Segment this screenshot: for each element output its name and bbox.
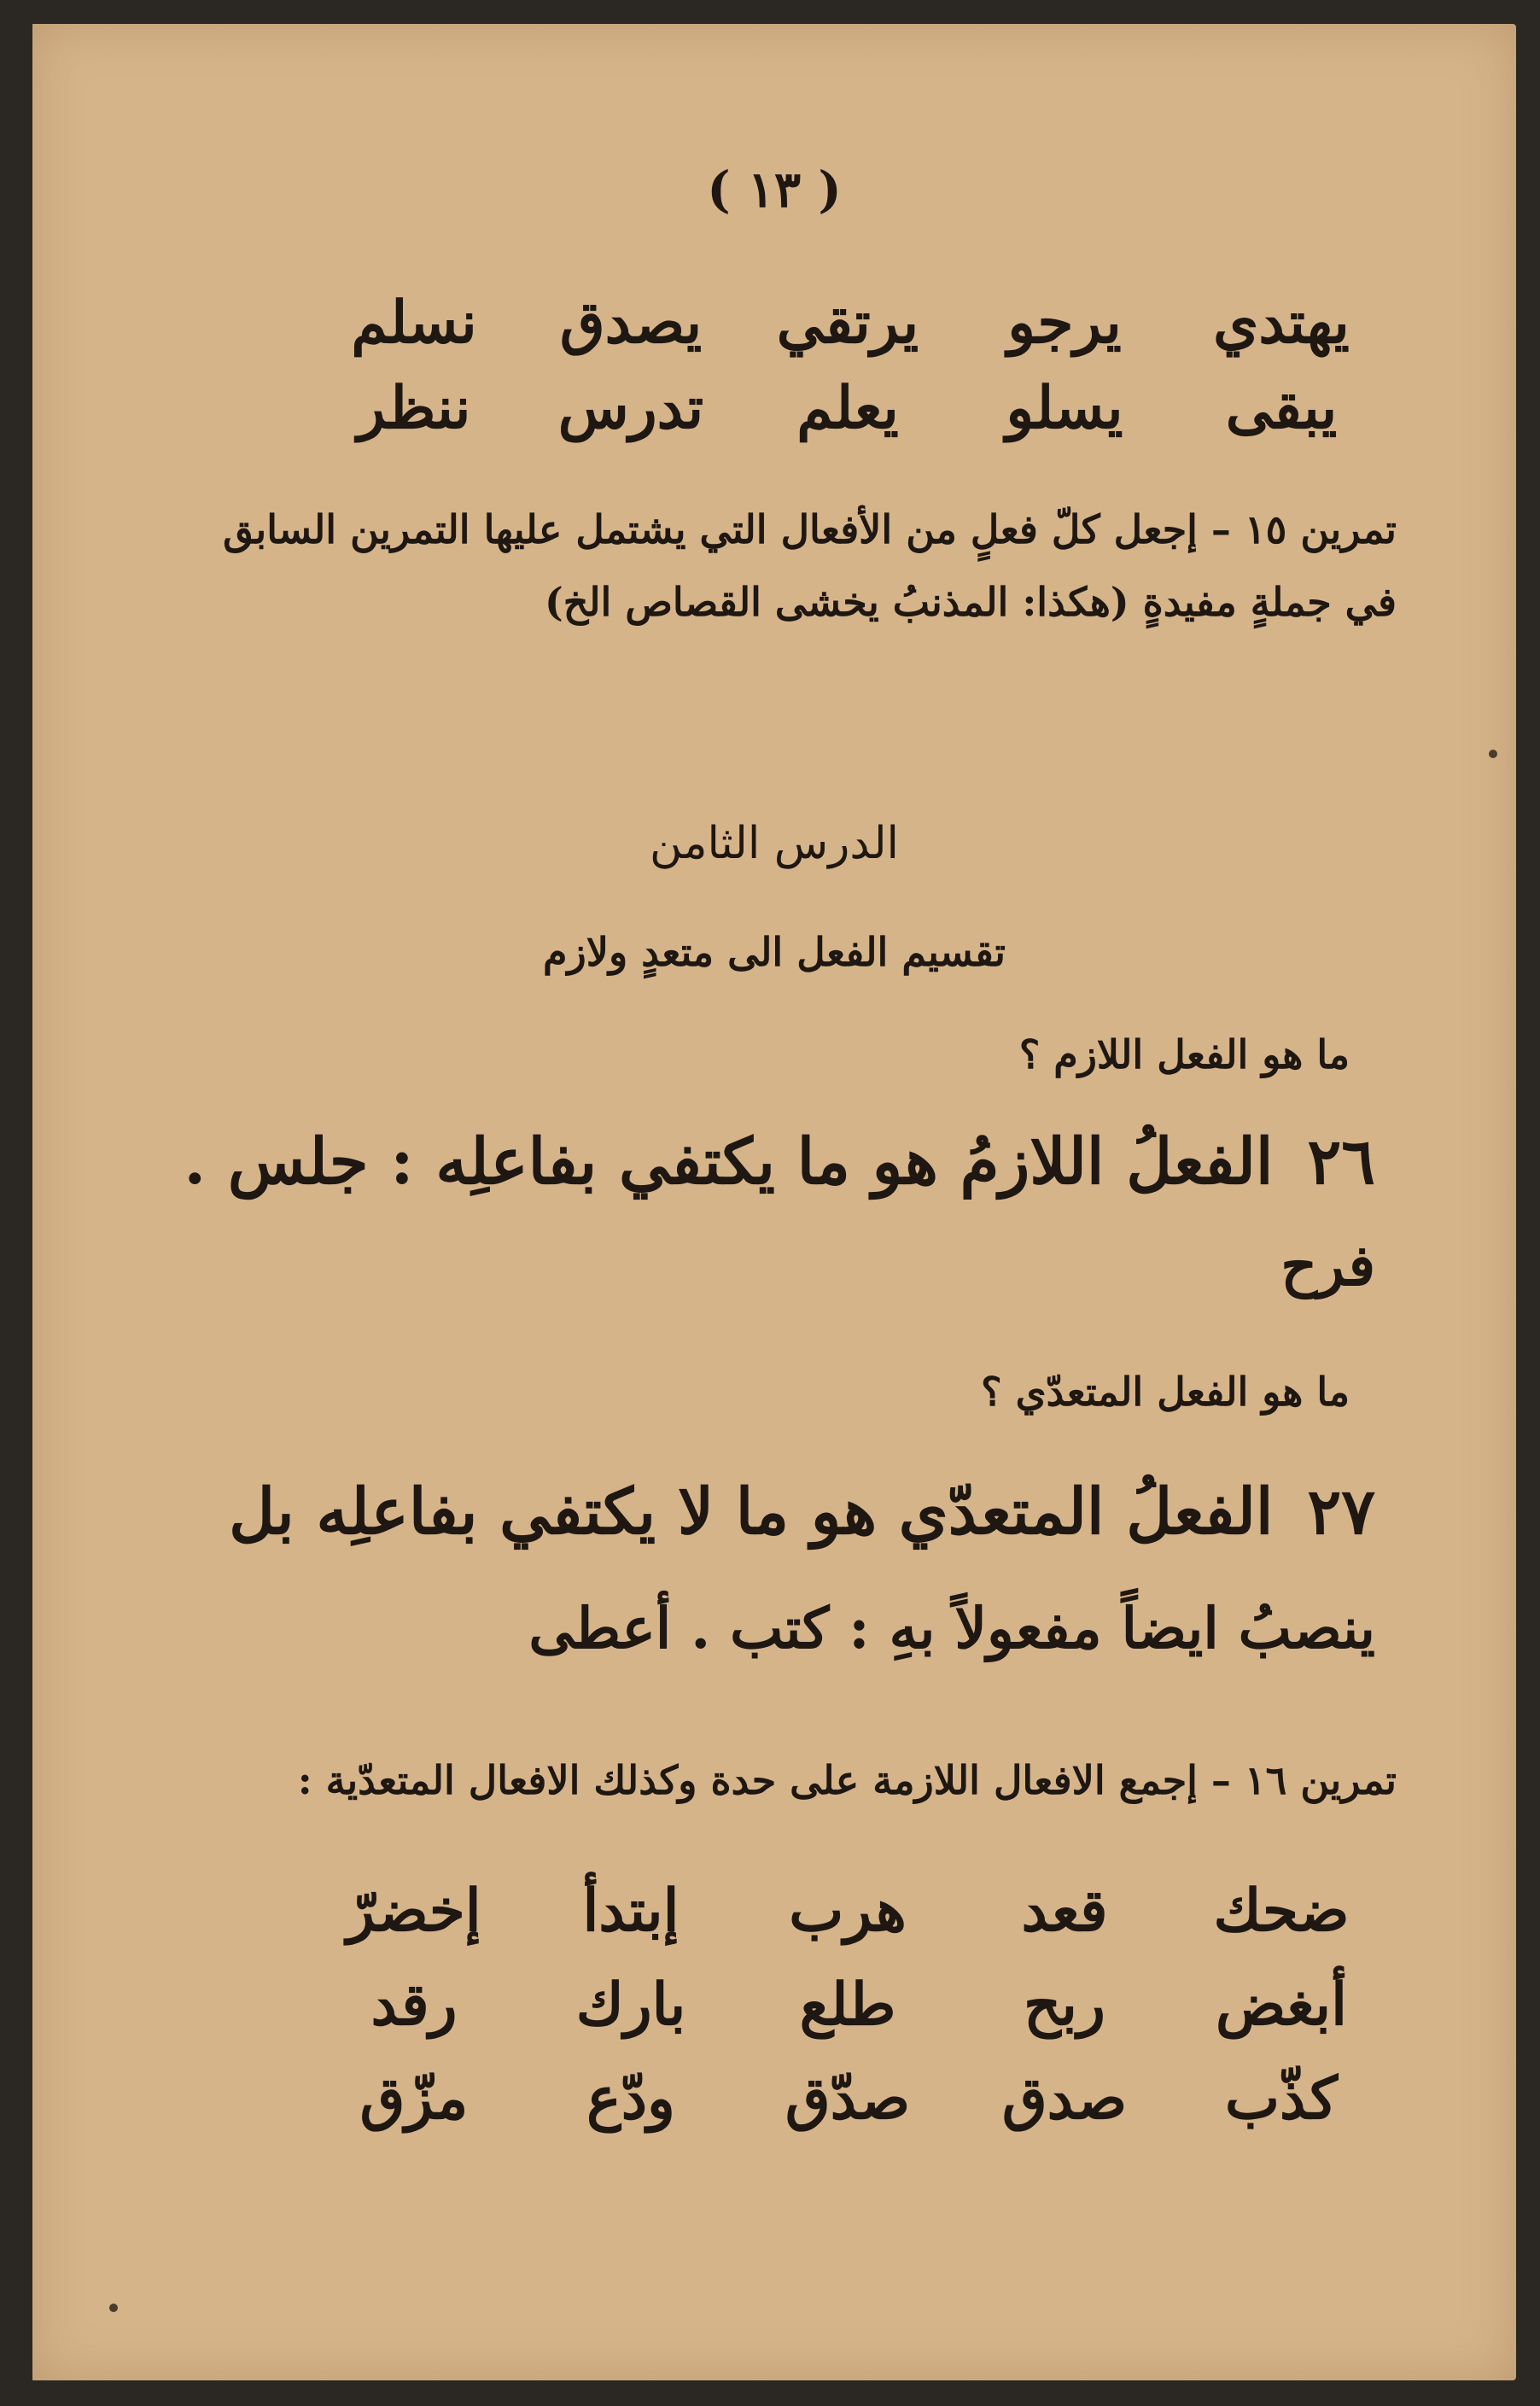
question-intransitive: ما هو الفعل اللازم ؟ xyxy=(1018,1031,1350,1077)
lesson-subtitle: تقسيم الفعل الى متعدٍ ولازم xyxy=(543,929,1006,975)
verb-word: كذّب xyxy=(1224,2064,1339,2133)
verb-word: إخضرّ xyxy=(347,1877,481,1945)
rule-26-line-1 xyxy=(184,1125,1375,1199)
paper-speck xyxy=(109,2304,118,2312)
exercise-15-line-2: في جملةٍ مفيدةٍ (هكذا: المذنبُ يخشى القصاص الخ) xyxy=(545,579,1397,625)
rule-number: ٢٦ xyxy=(1307,1125,1375,1199)
rule-27-line-1 xyxy=(229,1475,1375,1549)
verb-word: ننظر xyxy=(357,374,471,442)
verb-word: بارك xyxy=(575,1971,686,2039)
verb-word: يسلو xyxy=(1006,374,1123,442)
exercise-15-line-1: تمرين ١٥ – إجعل كلّ فعلٍ من الأفعال التي يشتمل عليها التمرين السابق xyxy=(223,506,1397,552)
rule-26-line-2: فرح xyxy=(1280,1232,1375,1299)
verb-word: يصدق xyxy=(559,289,703,357)
page-number: ( ١٣ ) xyxy=(707,161,842,219)
verb-word: هرب xyxy=(789,1877,907,1945)
rule-text: الفعلُ المتعدّي هو ما لا يكتفي بفاعلِه بل xyxy=(229,1475,1274,1549)
verb-word: مزّق xyxy=(359,2064,469,2133)
book-page xyxy=(32,24,1516,2380)
rule-text: الفعلُ اللازمُ هو ما يكتفي بفاعلِه : جلس . xyxy=(184,1125,1274,1199)
rule-27-line-2: ينصبُ ايضاً مفعولاً بهِ : كتب . أعطى xyxy=(528,1595,1375,1661)
verb-word: يبقى xyxy=(1225,374,1338,442)
paper-speck xyxy=(1489,750,1497,758)
verb-word: ربح xyxy=(1024,1971,1105,2039)
verb-word: طلع xyxy=(799,1971,896,2039)
verb-word: صدّق xyxy=(785,2064,911,2133)
verb-word: نسلم xyxy=(351,289,477,357)
verb-word: إبتدأ xyxy=(582,1877,680,1945)
verb-word: يعلم xyxy=(796,374,899,442)
verb-word: رقد xyxy=(370,1971,458,2039)
verb-list-top xyxy=(306,280,1390,451)
exercise-16: تمرين ١٦ – إجمع الافعال اللازمة على حدة وكذلك الافعال المتعدّية : xyxy=(297,1757,1397,1803)
verb-word: يرجو xyxy=(1007,289,1122,357)
verb-word: صدق xyxy=(1001,2064,1128,2133)
verb-word: ضحك xyxy=(1213,1877,1350,1945)
verb-word: قعد xyxy=(1021,1877,1108,1945)
verb-word: تدرس xyxy=(557,374,704,442)
verb-word: ودّع xyxy=(586,2064,675,2133)
rule-number: ٢٧ xyxy=(1307,1475,1375,1549)
lesson-title: الدرس الثامن xyxy=(650,818,899,869)
verb-word: أبغض xyxy=(1216,1971,1347,2039)
verb-word: يرتقي xyxy=(776,289,919,357)
verb-word: يهتدي xyxy=(1213,289,1350,357)
verb-list-bottom xyxy=(306,1868,1390,2141)
question-transitive: ما هو الفعل المتعدّي ؟ xyxy=(981,1369,1350,1415)
